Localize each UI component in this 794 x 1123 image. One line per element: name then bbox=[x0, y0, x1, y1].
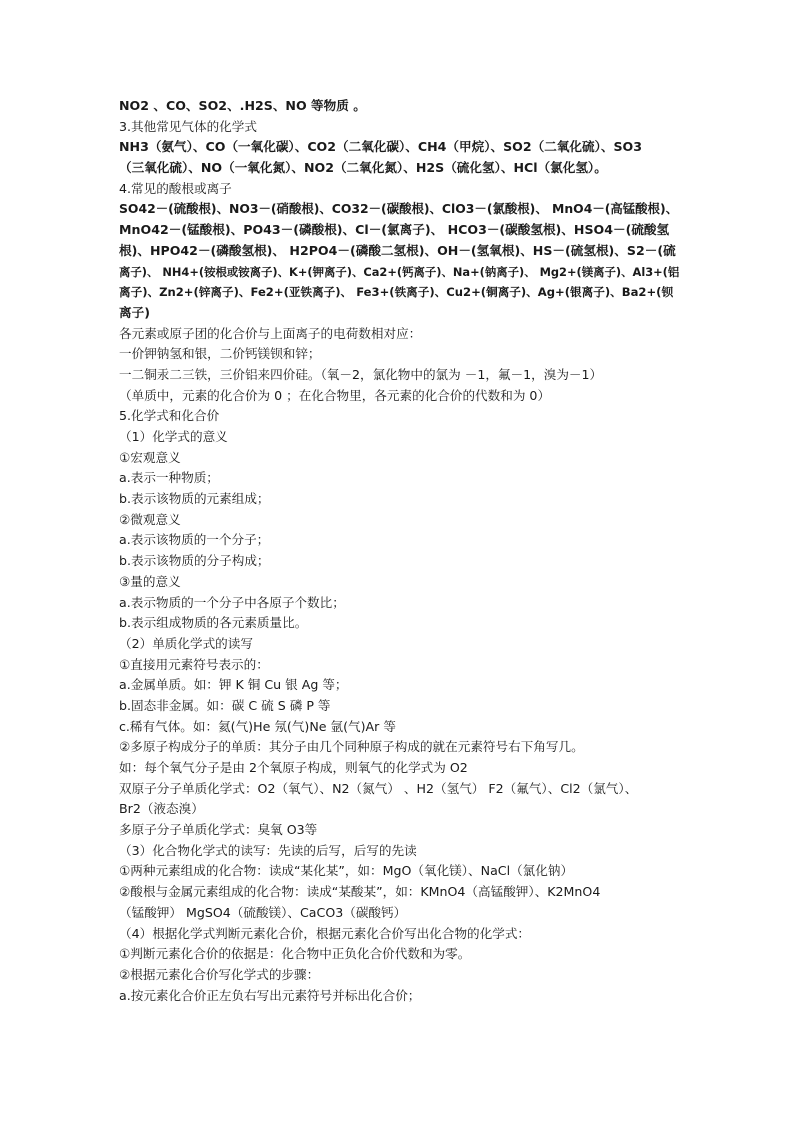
text-line: a.表示一种物质； bbox=[119, 470, 219, 486]
text-line: （3）化合物化学式的读写：先读的后写，后写的先读 bbox=[119, 842, 417, 858]
text-line: b.表示该物质的分子构成； bbox=[119, 553, 270, 569]
text-line: （单质中，元素的化合价为 0 ；在化合物里，各元素的化合价的代数和为 0） bbox=[119, 387, 551, 403]
text-line: （4）根据化学式判断元素化合价，根据元素化合价写出化合物的化学式： bbox=[119, 925, 531, 941]
text-line: 5.化学式和化合价 bbox=[119, 408, 220, 424]
text-line: ②酸根与金属元素组成的化合物：读成“某酸某”，如：KMnO4（高锰酸钾）、K2MnO4 bbox=[119, 884, 601, 900]
text-line: 离子) bbox=[119, 304, 150, 320]
document-body bbox=[119, 96, 679, 1006]
text-line: SO42－(硫酸根)、NO3－(硝酸根)、CO32－(碳酸根)、ClO3－(氯酸根)、 MnO4－(高锰酸根)、 bbox=[119, 201, 678, 217]
text-line: b.表示该物质的元素组成； bbox=[119, 491, 270, 507]
text-line: ①判断元素化合价的依据是：化合物中正负化合价代数和为零。 bbox=[119, 946, 471, 962]
text-line: b.固态非金属。如：碳 C 硫 S 磷 P 等 bbox=[119, 697, 331, 713]
text-line: ①宏观意义 bbox=[119, 449, 181, 465]
text-line: 双原子分子单质化学式：O2（氧气）、N2（氮气） 、H2（氢气） F2（氟气）、Cl2（氯气）、 bbox=[119, 780, 638, 796]
text-line: 如：每个氧气分子是由 2个氧原子构成，则氧气的化学式为 O2 bbox=[119, 760, 468, 775]
text-line: 离子)、Zn2+(锌离子)、Fe2+(亚铁离子)、 Fe3+(铁离子)、Cu2+(铜离子)、Ag+(银离子)、Ba2+(钡 bbox=[119, 285, 674, 300]
text-line: c.稀有气体。如：氦(气)He 氖(气)Ne 氩(气)Ar 等 bbox=[119, 718, 396, 734]
text-line: ②多原子构成分子的单质：其分子由几个同种原子构成的就在元素符号右下角写几。 bbox=[119, 739, 584, 755]
text-line: NH3（氨气）、CO（一氧化碳）、CO2（二氧化碳）、CH4（甲烷）、SO2（二氧化硫）、SO3 bbox=[119, 139, 643, 155]
text-line: 4.常见的酸根或离子 bbox=[119, 180, 232, 196]
text-line: ①直接用元素符号表示的： bbox=[119, 656, 269, 672]
text-line: ③量的意义 bbox=[119, 573, 181, 589]
text-line: 一二铜汞二三铁，三价铝来四价硅。（氧－2，氯化物中的氯为 －1，氟－1，溴为－1） bbox=[119, 366, 603, 382]
text-line: （1）化学式的意义 bbox=[119, 429, 228, 444]
text-line: 根)、HPO42－(磷酸氢根)、 H2PO4－(磷酸二氢根)、OH－(氢氧根)、HS－(硫氢根)、S2－(硫 bbox=[119, 242, 676, 258]
text-line: a.表示该物质的一个分子； bbox=[119, 532, 270, 548]
text-line: 一价钾钠氢和银，二价钙镁钡和锌； bbox=[119, 346, 321, 362]
text-line: a.表示物质的一个分子中各原子个数比； bbox=[119, 594, 345, 610]
text-line: （三氧化硫）、NO（一氧化氮）、NO2（二氧化氮）、H2S（硫化氢）、HCl（氯化氢）。 bbox=[119, 160, 607, 176]
text-line: NO2 、CO、SO2、.H2S、NO 等物质 。 bbox=[119, 98, 366, 113]
text-line: b.表示组成物质的各元素质量比。 bbox=[119, 615, 308, 631]
text-line: Br2（液态溴） bbox=[119, 801, 204, 817]
text-line: MnO42－(锰酸根)、PO43－(磷酸根)、Cl－(氯离子)、 HCO3－(碳酸氢根)、HSO4－(硫酸氢 bbox=[119, 222, 670, 238]
text-line: 3.其他常见气体的化学式 bbox=[119, 118, 257, 134]
text-line: a.按元素化合价正左负右写出元素符号并标出化合价； bbox=[119, 987, 421, 1003]
text-line: （2）单质化学式的读写 bbox=[119, 635, 253, 651]
text-line: 多原子分子单质化学式：臭氧 O3等 bbox=[119, 822, 318, 838]
text-line: 各元素或原子团的化合价与上面离子的电荷数相对应： bbox=[119, 325, 422, 341]
text-line: ②根据元素化合价写化学式的步骤： bbox=[119, 966, 320, 982]
text-line: 离子)、 NH4+(铵根或铵离子)、K+(钾离子)、Ca2+(钙离子)、Na+(钠离子)、 Mg2+(镁离子)、Al3+(铝 bbox=[119, 264, 680, 279]
text-line: ②微观意义 bbox=[119, 511, 181, 527]
text-line: a.金属单质。如：钾 K 铜 Cu 银 Ag 等； bbox=[119, 677, 348, 693]
text-line: ①两种元素组成的化合物：读成“某化某”，如：MgO（氧化镁）、NaCl（氯化钠） bbox=[119, 863, 574, 879]
text-line: （锰酸钾） MgSO4（硫酸镁）、CaCO3（碳酸钙） bbox=[119, 904, 407, 920]
